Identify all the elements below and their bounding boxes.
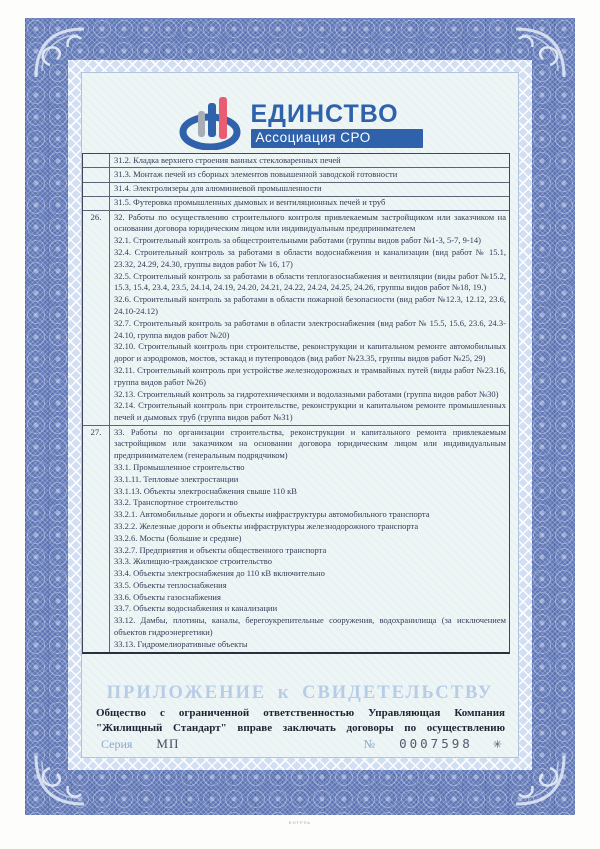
work-item: 33.1.11. Тепловые электростанции [114,473,239,484]
row-text: 31.5. Футеровка промышленных дымовых и вентиляционных печей и труб [114,197,386,208]
row-text [110,211,509,425]
table-row-27 [83,425,509,652]
table-row [83,196,509,210]
number-asterisk-icon: ✳ [492,739,502,751]
work-item: 33.3. Жилищно-гражданское строительство [114,556,272,567]
work-item: 32.5. Строительный контроль за работами в области теплогазоснабжения и вентиляции (виды работ №15.2, 15.3, 15.4, 23.4, 23.5, 24.14, 24.19, 24.20, 24.21, 24.22, 24.24, 24.25, 24.26, группы видов работ №18, 19.) [114,270,506,293]
inner-border-band [68,60,532,770]
row-text: 31.2. Кладка верхнего строения ванных стекловаренных печей [114,154,341,165]
work-item: 32.10. Строительный контроль при строительстве, реконструкции и капитальном ремонте автомобильных дорог и аэродромов, мостов, эстакад и путепроводов (вид работ №23.35, группы видов работ №25, 29) [114,341,506,364]
table-row [83,167,509,181]
work-item: 33.13. Гидромелиоративные объекты [114,638,248,649]
work-item: 32.4. Строительный контроль за работами в области водоснабжения и канализации (вид работ № 15.1, 23.32, 24.29, 24.30, группы видов работ № 16, 17) [114,247,506,269]
work-item: 33.1.13. Объекты электроснабжения свыше 110 кВ [114,485,297,496]
row-number [83,197,110,210]
logo-title: ЕДИНСТВО [250,100,399,128]
series-value: МП [156,736,180,751]
logo-subtitle: Ассоциация СРО [251,129,423,148]
footer [82,683,518,752]
certificate-body [81,72,519,758]
work-item: 33.2.1. Автомобильные дороги и объекты инфраструктуры автомобильного транспорта [114,509,430,520]
row-number [83,183,110,196]
work-item: 32.6. Строительный контроль за работами в области пожарной безопасности (вид работ №12.3, 12.12, 23.6, 24.10-24.12) [114,294,506,317]
row-number [83,154,110,167]
logo-mark-icon [178,96,242,150]
logo-text [251,102,423,148]
appendix-heading: ПРИЛОЖЕНИЕ к СВИДЕТЕЛЬСТВУ [106,683,494,704]
work-item: 33.2. Транспортное строительство [114,497,238,508]
row-text: 31.3. Монтаж печей из сборных элементов повышенной заводской готовности [114,168,398,179]
work-item: 32.13. Строительный контроль за гидротехническими и водолазными работами (группа видов работ №30) [114,388,499,399]
series-label: Серия [101,737,133,751]
work-item: 33.6. Объекты газоснабжения [114,591,221,602]
work-item: 33.2.2. Железные дороги и объекты инфраструктуры железнодорожного транспорта [114,520,419,531]
number-label: № [363,737,376,751]
row-number: 27. [83,426,110,652]
work-item: 33.2.6. Мосты (большие и средние) [114,532,242,543]
work-item: 32.14. Строительный контроль при строительстве, реконструкции и капитальном ремонте промышленных печей и дымовых труб (группа видов работ №31) [114,400,506,423]
work-item: 32.11. Строительный контроль при устройстве железнодорожных и трамвайных путей (виды работ №23.16, группа видов работ №26) [114,365,506,387]
table-row-26 [83,210,509,425]
row-text [110,426,509,652]
work-item: 33.2.7. Предприятия и объекты общественного транспорта [114,544,327,555]
works-table [82,153,510,654]
table-row [83,154,509,167]
work-item: 32.1. Строительный контроль за общестроительными работами (группы видов работ №1-3, 5-7, 9-14) [114,235,482,246]
certificate-number: 0007598 [399,736,473,751]
work-item: 33.1. Промышленное строительство [114,461,245,472]
work-item: 33.7. Объекты водоснабжения и канализации [114,603,278,614]
work-item: 32. Работы по осуществлению строительного контроля привлекаемым застройщиком или заказчиком на основании договора юридическим лицом или индивидуальным предпринимателем [114,211,506,234]
table-row [83,182,509,196]
work-item: 32.7. Строительный контроль за работами в области электроснабжения (вид работ № 15.5, 15.6, 23.6, 24.3-24.10, группа видов работ №20) [114,317,506,340]
series-line [101,736,502,752]
printer-microtext: ЕНТРПЬ [288,820,312,825]
organization-statement: Общество с ограниченной ответственностью Управляющая Компания "Жилищный Стандарт" вправе заключать договоры по осуществлению [96,707,505,734]
row-text: 31.4. Электролизеры для алюминиевой промышленности [114,183,322,194]
row-number [83,168,110,181]
guilloche-border [25,18,575,815]
work-item: 33.12. Дамбы, плотины, каналы, берегоукрепительные сооружения, водохранилища (за исключением объектов гидроэнергетики) [114,615,506,638]
row-number: 26. [83,211,110,425]
logo [82,86,518,148]
work-item: 33.4. Объекты электроснабжения до 110 кВ включительно [114,568,325,579]
work-item: 33.5. Объекты теплоснабжения [114,579,227,590]
work-item: 33. Работы по организации строительства, реконструкции и капитального ремонта привлекаемым застройщиком или заказчиком на основании договора юридическим лицом или индивидуальным предпринимателем (генеральным подрядчиком) [114,426,506,461]
